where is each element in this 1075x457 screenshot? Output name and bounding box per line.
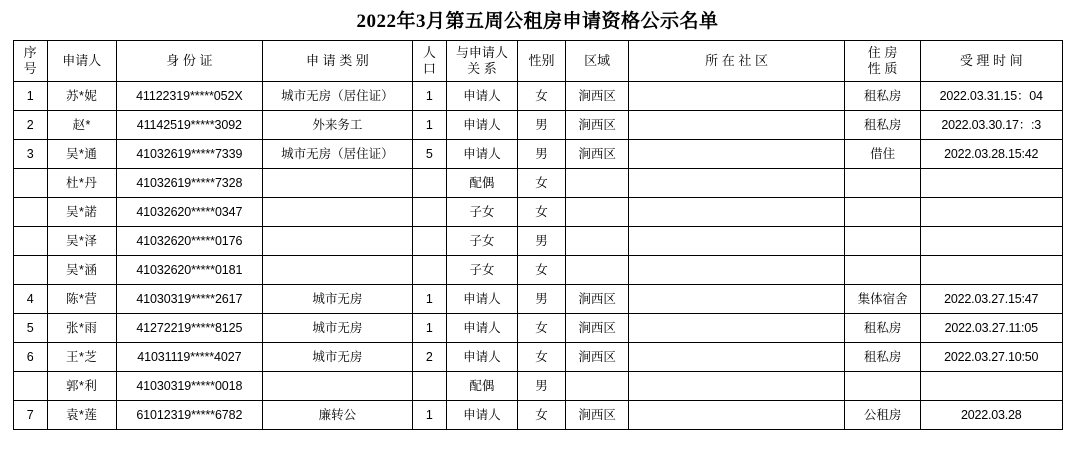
cell-accept-time: 2022.03.27.15:47 [920,285,1062,314]
cell-gender: 女 [517,314,566,343]
cell-house-nature: 租私房 [845,343,921,372]
cell-region: 涧西区 [566,111,629,140]
cell-accept-time: 2022.03.28.15:42 [920,140,1062,169]
cell-house-nature: 公租房 [845,401,921,430]
cell-apply-type [263,227,413,256]
cell-applicant: 苏*妮 [47,82,116,111]
cell-id-card: 61012319*****6782 [116,401,263,430]
cell-seq [13,227,47,256]
cell-accept-time: 2022.03.27.10:50 [920,343,1062,372]
cell-accept-time [920,256,1062,285]
cell-population: 1 [412,314,446,343]
cell-applicant: 王*芝 [47,343,116,372]
cell-seq: 3 [13,140,47,169]
cell-community [628,169,844,198]
cell-id-card: 41142519*****3092 [116,111,263,140]
cell-region [566,227,629,256]
column-header-id-card-line1: 身 份 证 [166,52,213,68]
table-row [13,285,1062,314]
cell-apply-type: 城市无房 [263,314,413,343]
cell-id-card: 41032619*****7328 [116,169,263,198]
cell-applicant: 吴*通 [47,140,116,169]
cell-relation: 子女 [447,227,518,256]
cell-applicant: 袁*莲 [47,401,116,430]
column-header-region-line1: 区域 [584,52,611,68]
cell-population: 1 [412,82,446,111]
column-header-house-nature-line2: 性 质 [867,61,898,76]
cell-id-card: 41031119*****4027 [116,343,263,372]
cell-applicant: 杜*丹 [47,169,116,198]
cell-gender: 女 [517,256,566,285]
public-notice-table [13,40,1063,430]
cell-gender: 男 [517,111,566,140]
cell-id-card: 41032620*****0176 [116,227,263,256]
cell-apply-type: 城市无房 [263,343,413,372]
cell-apply-type [263,169,413,198]
cell-relation: 申请人 [447,111,518,140]
table-row [13,372,1062,401]
cell-population [412,372,446,401]
cell-community [628,198,844,227]
column-header-population-line1: 人 [422,44,436,60]
cell-accept-time: 2022.03.31.15：04 [920,82,1062,111]
cell-seq: 4 [13,285,47,314]
cell-id-card: 41032619*****7339 [116,140,263,169]
column-header-gender [517,41,566,82]
cell-relation: 配偶 [447,169,518,198]
column-header-accept-time-line1: 受 理 时 间 [959,52,1023,68]
column-header-community-line1: 所 在 社 区 [705,52,768,68]
cell-seq [13,372,47,401]
cell-relation: 申请人 [447,140,518,169]
column-header-apply-type-line1: 申 请 类 别 [305,52,369,68]
cell-seq: 5 [13,314,47,343]
cell-id-card: 41122319*****052X [116,82,263,111]
cell-population: 1 [412,401,446,430]
cell-population: 2 [412,343,446,372]
cell-id-card: 41272219*****8125 [116,314,263,343]
cell-apply-type: 城市无房 [263,285,413,314]
table-row [13,198,1062,227]
cell-population [412,227,446,256]
cell-region: 涧西区 [566,140,629,169]
cell-apply-type: 城市无房（居住证） [263,82,413,111]
cell-seq: 6 [13,343,47,372]
column-header-community [628,41,844,82]
column-header-relation [447,41,518,82]
cell-community [628,256,844,285]
cell-accept-time: 2022.03.30.17：:3 [920,111,1062,140]
cell-applicant: 赵* [47,111,116,140]
cell-house-nature: 租私房 [845,82,921,111]
cell-community [628,82,844,111]
cell-accept-time: 2022.03.27.11:05 [920,314,1062,343]
cell-region: 涧西区 [566,82,629,111]
cell-community [628,111,844,140]
cell-gender: 女 [517,198,566,227]
cell-house-nature [845,372,921,401]
cell-population: 1 [412,285,446,314]
column-header-seq-line2: 号 [23,61,37,76]
cell-accept-time [920,372,1062,401]
cell-apply-type [263,256,413,285]
column-header-applicant [47,41,116,82]
column-header-relation-line1: 与申请人 [455,44,508,60]
cell-house-nature [845,169,921,198]
cell-seq: 7 [13,401,47,430]
cell-gender: 男 [517,372,566,401]
cell-population [412,198,446,227]
cell-gender: 女 [517,401,566,430]
cell-region [566,169,629,198]
cell-house-nature: 集体宿舍 [845,285,921,314]
cell-seq: 1 [13,82,47,111]
table-row [13,111,1062,140]
cell-seq: 2 [13,111,47,140]
table-row [13,343,1062,372]
cell-community [628,140,844,169]
cell-house-nature: 租私房 [845,111,921,140]
column-header-accept-time [920,41,1062,82]
cell-population: 5 [412,140,446,169]
column-header-house-nature [845,41,921,82]
column-header-relation-line2: 关 系 [467,61,497,76]
cell-region [566,198,629,227]
cell-community [628,343,844,372]
cell-seq [13,256,47,285]
column-header-gender-line1: 性别 [528,52,555,68]
cell-accept-time [920,169,1062,198]
cell-id-card: 41032620*****0347 [116,198,263,227]
cell-accept-time: 2022.03.28 [920,401,1062,430]
cell-relation: 子女 [447,256,518,285]
cell-id-card: 41030319*****2617 [116,285,263,314]
table-row [13,82,1062,111]
cell-region [566,256,629,285]
cell-seq [13,198,47,227]
cell-applicant: 吴*諾 [47,198,116,227]
cell-gender: 女 [517,169,566,198]
table-row [13,227,1062,256]
cell-gender: 女 [517,343,566,372]
column-header-seq-line1: 序 [23,44,37,60]
cell-community [628,401,844,430]
cell-applicant: 陈*营 [47,285,116,314]
cell-relation: 申请人 [447,343,518,372]
cell-accept-time [920,227,1062,256]
table-row [13,314,1062,343]
cell-relation: 申请人 [447,285,518,314]
cell-region [566,372,629,401]
column-header-population-line2: 口 [422,61,436,76]
cell-region: 涧西区 [566,314,629,343]
column-header-applicant-line1: 申请人 [62,52,102,68]
cell-region: 涧西区 [566,401,629,430]
cell-apply-type: 廉转公 [263,401,413,430]
cell-region: 涧西区 [566,285,629,314]
column-header-id-card [116,41,263,82]
cell-apply-type: 城市无房（居住证） [263,140,413,169]
cell-relation: 申请人 [447,82,518,111]
cell-relation: 配偶 [447,372,518,401]
table-row [13,169,1062,198]
column-header-house-nature-line1: 住 房 [867,44,898,60]
cell-house-nature: 借住 [845,140,921,169]
table-row [13,401,1062,430]
table-row [13,140,1062,169]
cell-gender: 男 [517,227,566,256]
column-header-region [566,41,629,82]
cell-house-nature [845,227,921,256]
cell-house-nature: 租私房 [845,314,921,343]
cell-house-nature [845,198,921,227]
cell-applicant: 郭*利 [47,372,116,401]
table-row [13,256,1062,285]
cell-population [412,256,446,285]
column-header-seq [13,41,47,82]
cell-community [628,314,844,343]
cell-relation: 申请人 [447,314,518,343]
cell-population: 1 [412,111,446,140]
cell-accept-time [920,198,1062,227]
cell-applicant: 张*雨 [47,314,116,343]
cell-apply-type: 外来务工 [263,111,413,140]
cell-apply-type [263,372,413,401]
cell-relation: 申请人 [447,401,518,430]
column-header-apply-type [263,41,413,82]
cell-id-card: 41030319*****0018 [116,372,263,401]
cell-community [628,372,844,401]
table-header-row [13,41,1062,82]
cell-applicant: 吴*泽 [47,227,116,256]
cell-house-nature [845,256,921,285]
cell-seq [13,169,47,198]
cell-gender: 男 [517,140,566,169]
cell-relation: 子女 [447,198,518,227]
cell-gender: 女 [517,82,566,111]
cell-region: 涧西区 [566,343,629,372]
column-header-population [412,41,446,82]
table-body [13,82,1062,430]
cell-id-card: 41032620*****0181 [116,256,263,285]
page-title: 2022年3月第五周公租房申请资格公示名单 [356,11,719,32]
cell-applicant: 吴*涵 [47,256,116,285]
cell-gender: 男 [517,285,566,314]
cell-community [628,285,844,314]
cell-population [412,169,446,198]
cell-apply-type [263,198,413,227]
cell-community [628,227,844,256]
